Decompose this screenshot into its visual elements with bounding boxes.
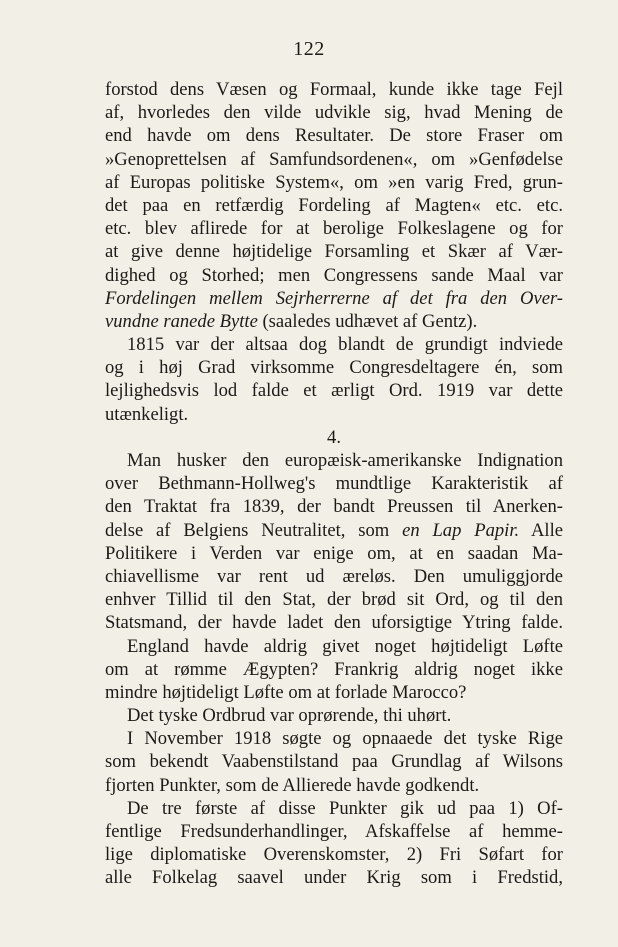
text-line: over Bethmann-Hollweg's mundtlige Karakteristik af <box>105 473 563 495</box>
text-line: Politikere i Verden var enige om, at en saadan Ma- <box>105 542 563 564</box>
text-line: end havde om dens Resultater. De store Fraser om <box>105 125 563 147</box>
text-line: af Europas politiske System«, om »en varig Fred, grun- <box>105 171 563 193</box>
text-line: dighed og Storhed; men Congressens sande Maal var <box>105 264 563 286</box>
text-line: alle Folkelag saavel under Krig som i Fredstid, <box>105 867 563 889</box>
paragraph-start-line: 1815 var der altsaa dog blandt de grundigt indviede <box>127 334 563 356</box>
paragraph-start-line: Man husker den europæisk-amerikanske Indignation <box>127 450 563 471</box>
text-line: den Traktat fra 1839, der bandt Preussen til Anerken- <box>105 496 563 518</box>
text-line <box>105 519 563 542</box>
text-line: forstod dens Væsen og Formaal, kunde ikke tage Fejl <box>105 79 563 100</box>
text-line-italic <box>105 287 563 310</box>
text-line: utænkeligt. <box>105 403 189 425</box>
text-line: og i høj Grad virksomme Congresdeltagere én, som <box>105 357 563 379</box>
italic-phrase: vundne ranede Bytte <box>105 310 258 332</box>
page-number: 122 <box>293 38 325 60</box>
text-line: som bekendt Vaabenstilstand paa Grundlag af Wilsons <box>105 751 563 773</box>
text-line: det paa en retfærdig Fordeling af Magten« etc. etc. <box>105 194 563 216</box>
paragraph-start-line: England havde aldrig givet noget højtideligt Løfte <box>127 635 563 657</box>
text-fragment: Alle <box>519 519 563 541</box>
text-line: lige diplomatiske Overenskomster, 2) Fri Søfart for <box>105 844 563 866</box>
text-line: mindre højtideligt Løfte om at forlade Marocco? <box>105 681 467 703</box>
text-line: om at rømme Ægypten? Frankrig aldrig noget ikke <box>105 658 563 680</box>
text-line: enhver Tillid til den Stat, der brød sit Ord, og til den <box>105 589 563 611</box>
text-line: af, hvorledes den vilde udvikle sig, hvad Mening de <box>105 102 563 124</box>
text-line: at give denne højtidelige Forsamling et Skær af Vær- <box>105 241 563 263</box>
paragraph-start-line: Det tyske Ordbrud var oprørende, thi uhørt. <box>127 705 452 727</box>
text-line: etc. blev aflirede for at berolige Folkeslagene og for <box>105 218 563 240</box>
italic-phrase: Fordelingen mellem Sejrherrerne af det fra den Over- <box>105 287 563 309</box>
text-fragment: (saaledes udhævet af Gentz). <box>257 310 478 332</box>
section-heading: 4. <box>327 426 341 448</box>
text-line: »Genoprettelsen af Samfundsordenen«, om »Genfødelse <box>105 148 563 170</box>
paragraph-start-line: De tre første af disse Punkter gik ud paa 1) Of- <box>127 797 563 819</box>
text-line <box>105 310 563 333</box>
text-line: fentlige Fredsunderhandlinger, Afskaffelse af hemme- <box>105 821 563 842</box>
text-fragment: delse af Belgiens Neutralitet, som <box>105 519 403 541</box>
body-text <box>105 78 563 890</box>
text-line: Statsmand, der havde ladet den uforsigtige Ytring falde. <box>105 612 563 634</box>
text-line: lejlighedsvis lod falde et ærligt Ord. 1919 var dette <box>105 380 563 402</box>
text-line: chiavellisme var rent ud æreløs. Den umuliggjorde <box>105 565 563 587</box>
text-line: fjorten Punkter, som de Allierede havde godkendt. <box>105 774 480 796</box>
italic-phrase: en Lap Papir. <box>402 519 520 541</box>
paragraph-start-line: I November 1918 søgte og opnaaede det tyske Rige <box>127 728 563 750</box>
